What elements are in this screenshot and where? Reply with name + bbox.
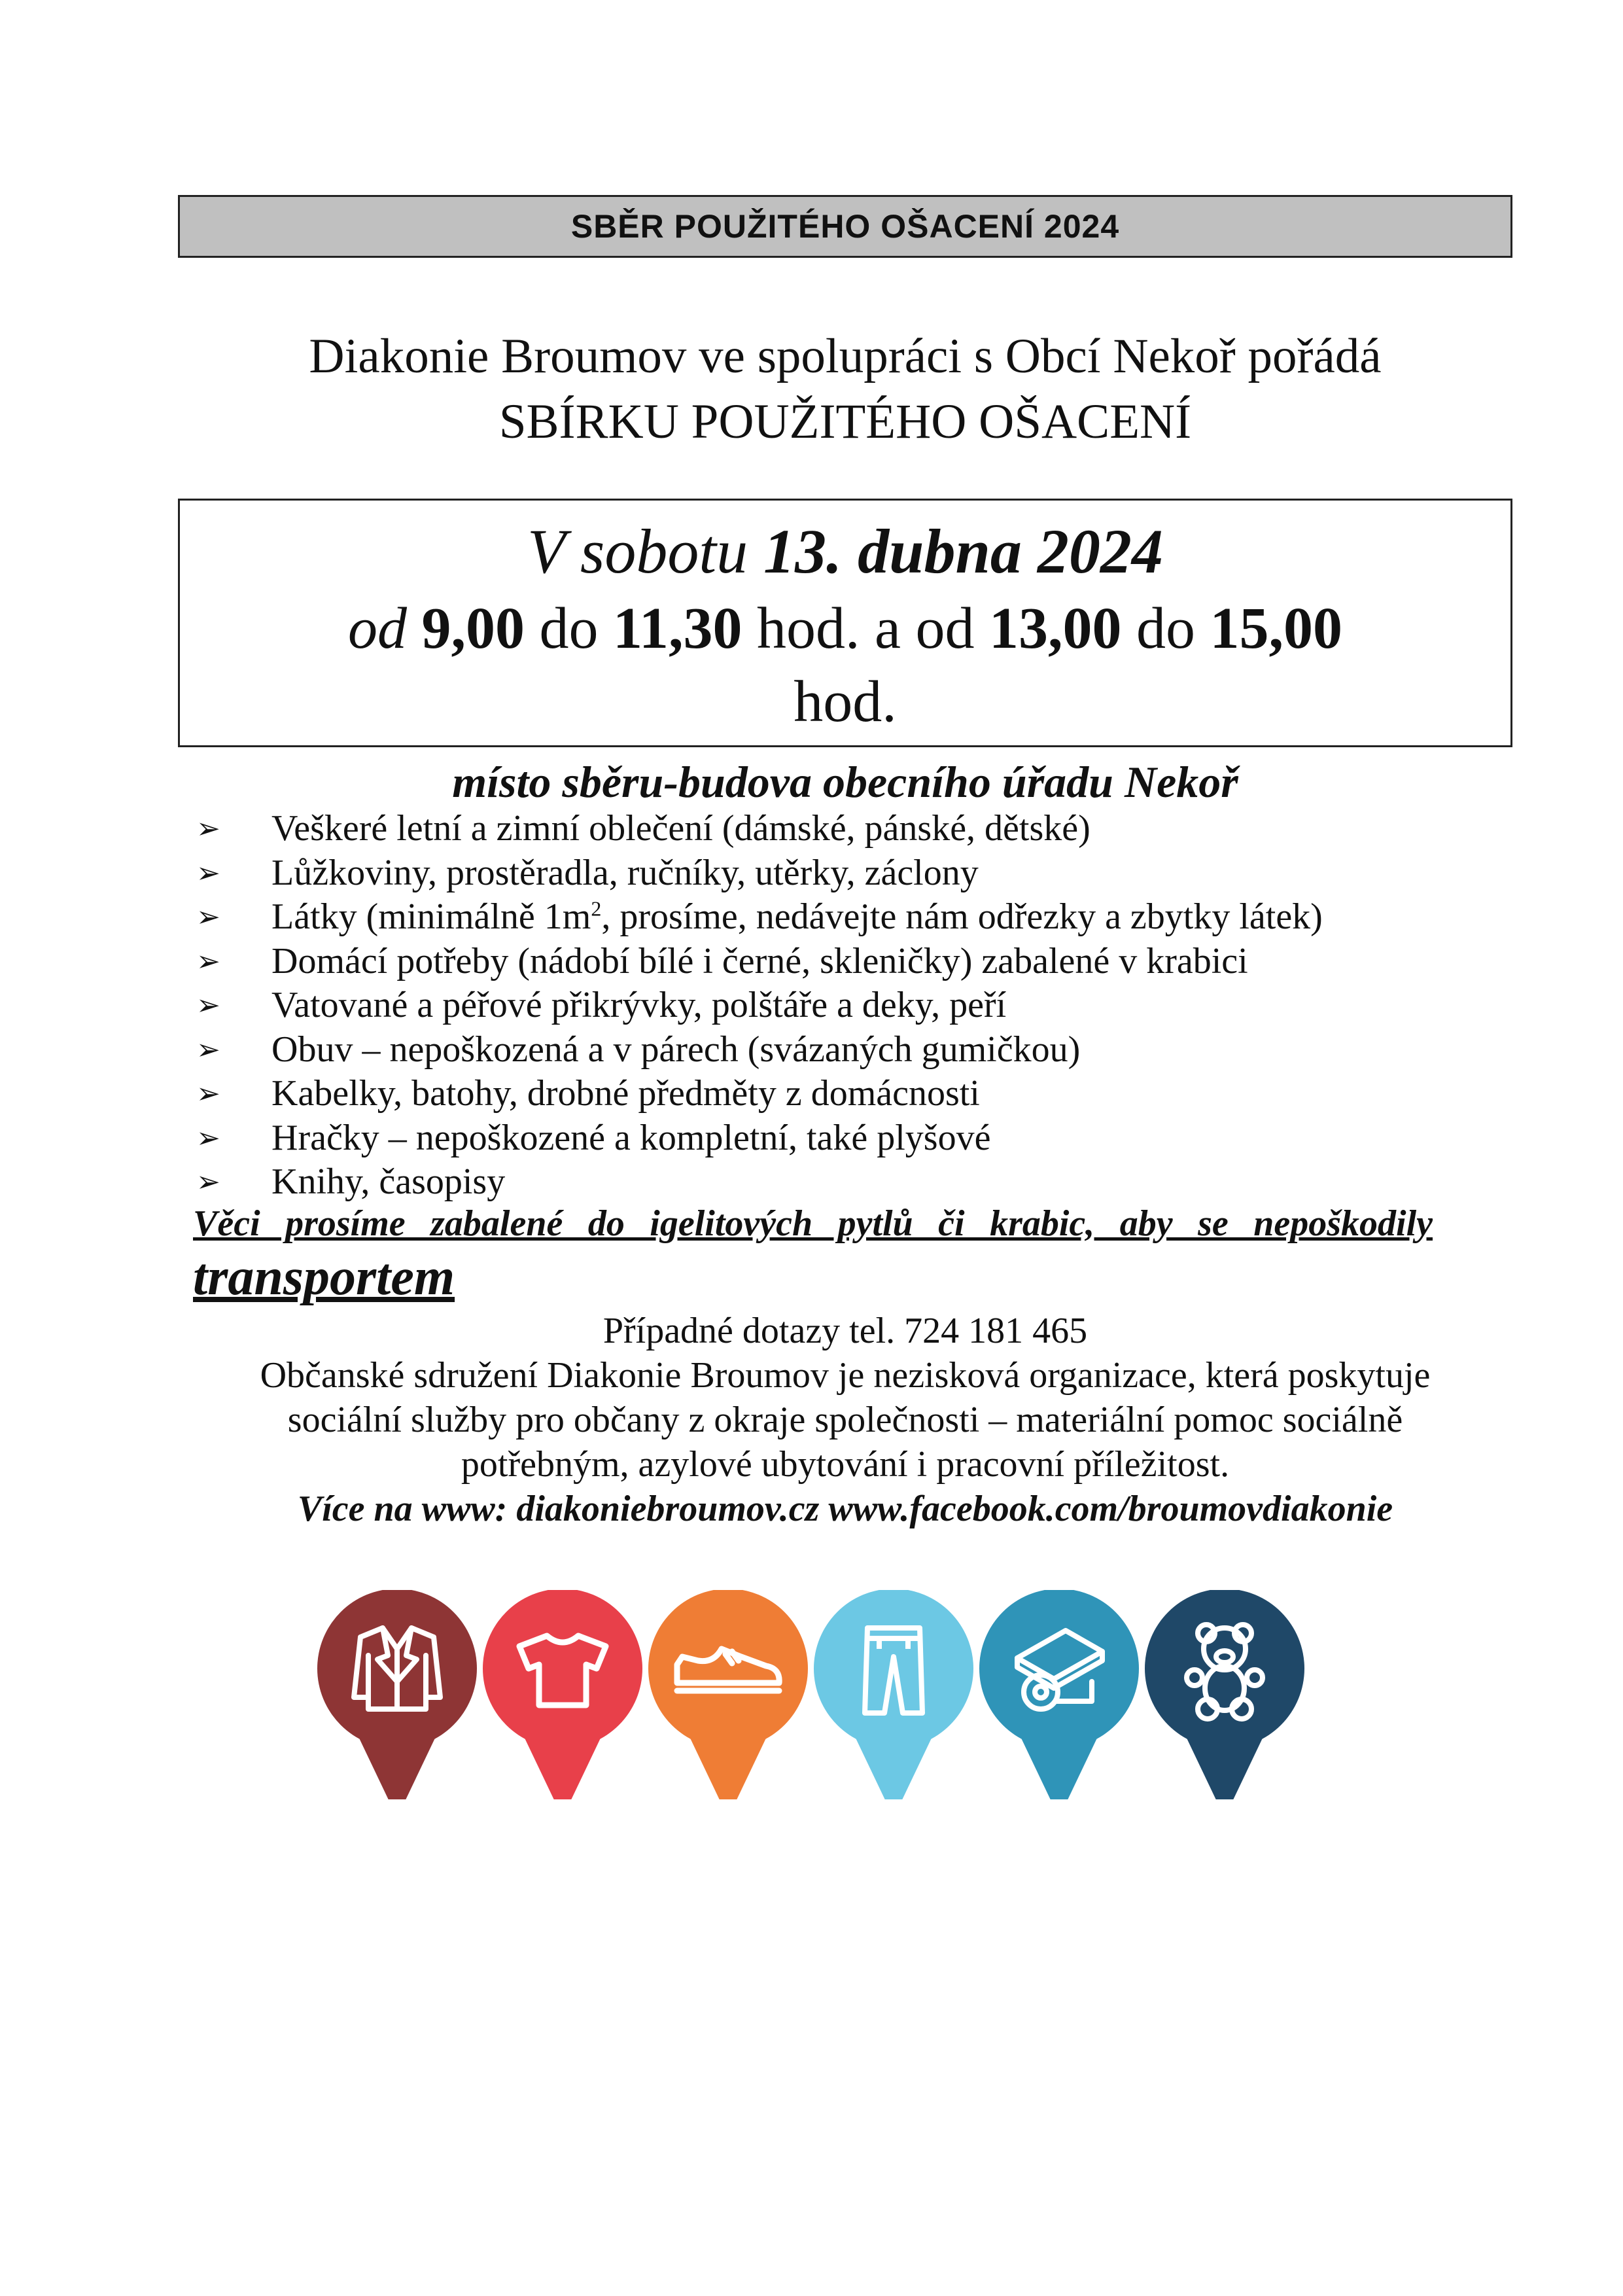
date-box: [178, 499, 1512, 747]
description-line-2: sociální služby pro občany z okraje společnosti – materiální pomoc sociálně: [287, 1400, 1403, 1440]
arrow-bullet-icon: ➢: [196, 812, 220, 845]
pin-jacket: [317, 1590, 477, 1799]
collection-place: místo sběru-budova obecního úřadu Nekoř: [452, 757, 1238, 807]
pin-trousers: [814, 1590, 973, 1799]
arrow-bullet-icon: ➢: [196, 1165, 220, 1199]
to2-label: do: [1121, 596, 1210, 661]
description-line-1: Občanské sdružení Diakonie Broumov je nezisková organizace, která poskytuje: [260, 1355, 1431, 1396]
end-label: hod.: [794, 669, 897, 734]
description-line-3: potřebným, azylové ubytování i pracovní příležitost.: [461, 1444, 1230, 1485]
day-prefix: V sobotu: [527, 516, 764, 586]
phone-line: Případné dotazy tel. 724 181 465: [602, 1311, 1088, 1351]
date-line: [180, 512, 1510, 591]
mid-label: hod. a od: [742, 596, 989, 661]
category-pins: [0, 1590, 1623, 1799]
to1-time: 11,30: [613, 596, 742, 661]
arrow-bullet-icon: ➢: [196, 1121, 220, 1155]
arrow-bullet-icon: ➢: [196, 1077, 220, 1110]
list-item: ➢ Obuv – nepoškozená a v párech (svázaných gumičkou): [196, 1028, 1323, 1072]
title-text: SBĚR POUŽITÉHO OŠACENÍ 2024: [570, 208, 1120, 245]
to2-time: 15,00: [1210, 596, 1342, 661]
pin-bedding: [979, 1590, 1139, 1799]
arrow-bullet-icon: ➢: [196, 944, 220, 978]
arrow-bullet-icon: ➢: [196, 856, 220, 890]
from1-time: 9,00: [421, 596, 525, 661]
accepted-items-list: [196, 807, 1323, 1205]
date-value: 13. dubna 2024: [763, 516, 1163, 586]
from2-time: 13,00: [989, 596, 1122, 661]
pin-shoe: [648, 1590, 808, 1799]
list-item: ➢ Hračky – nepoškozené a kompletní, také plyšové: [196, 1116, 1323, 1161]
list-item: ➢ Lůžkoviny, prostěradla, ručníky, utěrky, záclony: [196, 851, 1323, 896]
arrow-bullet-icon: ➢: [196, 1033, 220, 1067]
intro: [178, 324, 1512, 455]
list-item: ➢ Domácí potřeby (nádobí bílé i černé, skleničky) zabalené v krabici: [196, 940, 1323, 984]
footer: [178, 1309, 1512, 1531]
title-banner: [178, 195, 1512, 258]
intro-line-1: Diakonie Broumov ve spolupráci s Obcí Nekoř pořádá: [309, 329, 1382, 383]
website-line: Více na www: diakoniebroumov.cz www.facebook.com/broumovdiakonie: [297, 1489, 1393, 1529]
pin-tshirt: [483, 1590, 642, 1799]
list-item: ➢ Kabelky, batohy, drobné předměty z domácnosti: [196, 1072, 1323, 1116]
packing-note-end: transportem: [193, 1248, 455, 1306]
time-line: [180, 592, 1510, 739]
to1-label: do: [525, 596, 613, 661]
intro-line-2: SBÍRKU POUŽITÉHO OŠACENÍ: [498, 395, 1192, 449]
list-item: ➢ Látky (minimálně $1m^2$, prosíme, nedávejte nám odřezky a zbytky látek): [196, 895, 1323, 940]
pin-teddy-bear: [1145, 1590, 1304, 1799]
list-item: ➢ Vatované a péřové přikrývky, polštáře a deky, peří: [196, 983, 1323, 1028]
packing-note: Věci prosíme zabalené do igelitových pytlů či krabic, aby se nepoškodily: [193, 1203, 1433, 1244]
arrow-bullet-icon: ➢: [196, 900, 220, 934]
from1-label: od: [348, 596, 422, 661]
list-item: ➢ Knihy, časopisy: [196, 1160, 1323, 1205]
list-item: ➢ Veškeré letní a zimní oblečení (dámské, pánské, dětské): [196, 807, 1323, 851]
arrow-bullet-icon: ➢: [196, 989, 220, 1022]
